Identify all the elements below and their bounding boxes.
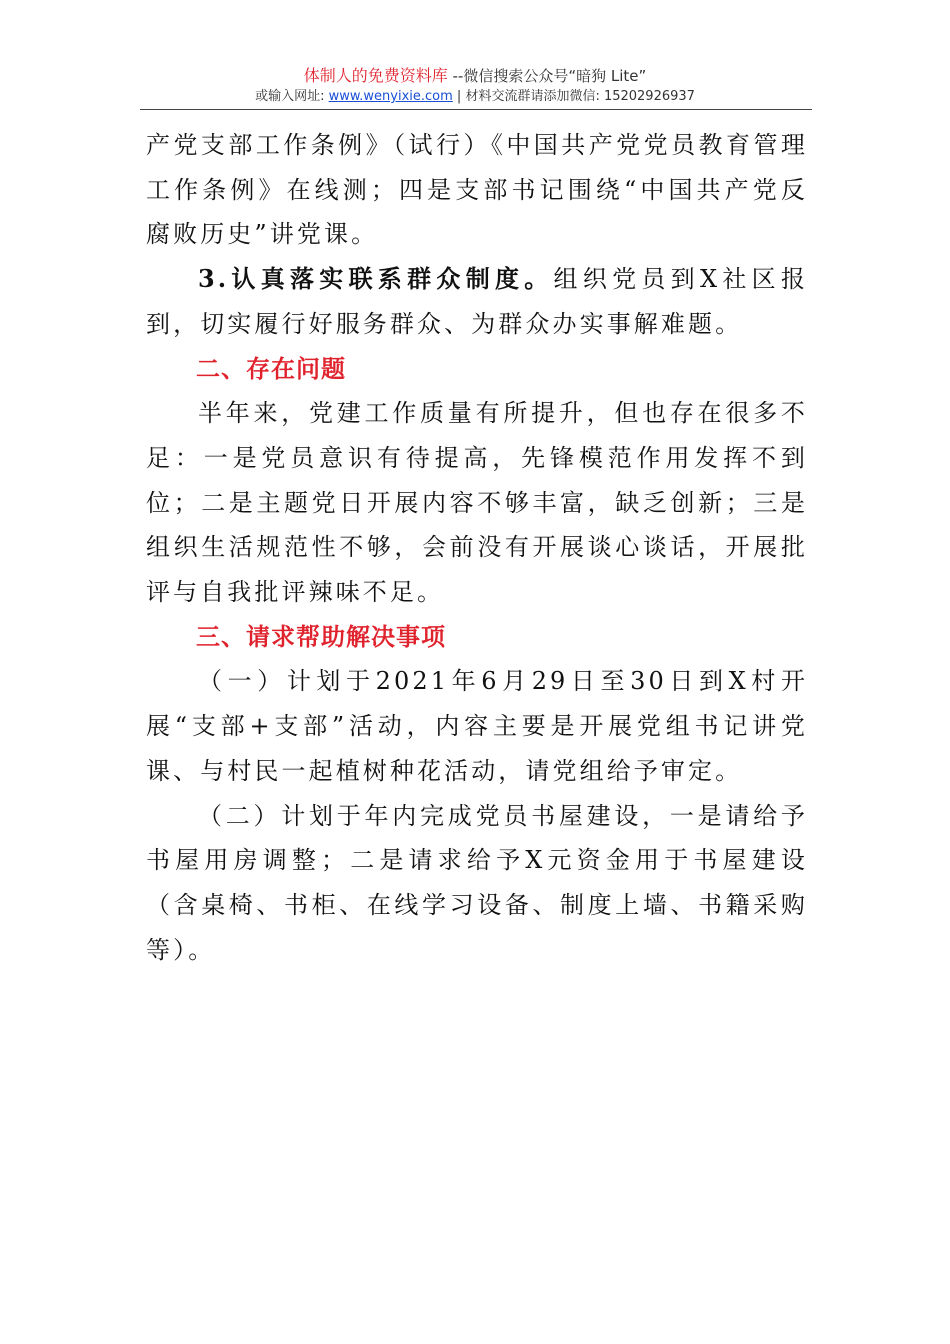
header-title-line	[0, 66, 950, 86]
paragraph-body-text: 组织党员到X社区报到，切实履行好服务群众、为群众办实事解难题。	[146, 265, 808, 338]
header-wechat-info: | 材料交流群请添加微信: 15202926937	[452, 89, 695, 104]
header-brand: 体制人的免费资料库	[303, 66, 448, 85]
paragraph-continuation: 产党支部工作条例》（试行）《中国共产党党员教育管理工作条例》在线测；四是支部书记围绕“中国共产党反腐败历史”讲党课。	[146, 131, 808, 249]
section-heading-requests: 三、请求帮助解决事项	[196, 622, 446, 651]
section-heading-problems: 二、存在问题	[196, 354, 346, 383]
paragraph-lead-bold: 3.认真落实联系群众制度。	[198, 264, 554, 294]
header-url-prefix: 或输入网址:	[255, 89, 329, 104]
page-header	[0, 66, 950, 106]
document-body	[146, 123, 808, 972]
header-tagline: --微信搜索公众号“暗狗 Lite”	[447, 67, 647, 85]
header-url-link[interactable]: www.wenyixie.com	[328, 89, 453, 104]
paragraph-contact-masses	[146, 257, 808, 346]
header-contact-line	[0, 87, 950, 106]
paragraph-problems: 半年来，党建工作质量有所提升，但也存在很多不足：一是党员意识有待提高，先锋模范作用发挥不到位；二是主题党日开展内容不够丰富，缺乏创新；三是组织生活规范性不够，会前没有开展谈心谈话，开展批评与自我批评辣味不足。	[146, 399, 808, 607]
paragraph-request-two: （二）计划于年内完成党员书屋建设，一是请给予书屋用房调整；二是请求给予X元资金用于书屋建设（含桌椅、书柜、在线学习设备、制度上墙、书籍采购等）。	[146, 801, 808, 964]
paragraph-request-one: （一）计划于2021年6月29日至30日到X村开展“支部+支部”活动，内容主要是开展党组书记讲党课、与村民一起植树种花活动，请党组给予审定。	[146, 667, 808, 785]
header-divider	[140, 109, 812, 110]
